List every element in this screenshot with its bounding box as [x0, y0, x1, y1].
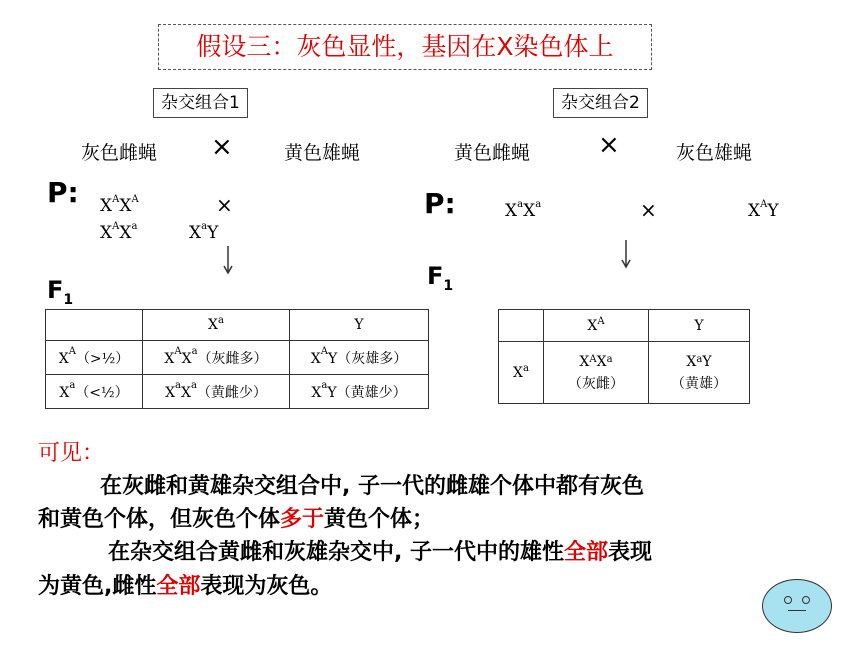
table-row [46, 375, 429, 409]
conclusion-line-3 [108, 538, 652, 568]
cross2-p-label: P: [424, 187, 456, 220]
table-header-cell: Y [290, 310, 429, 341]
cross2-female: 黄色雌蝇 [454, 142, 531, 164]
table-row-head: $X^A(>\frac{1}{2})$ [46, 341, 143, 375]
right-eye [802, 596, 810, 604]
cross1-female: 灰色雌蝇 [81, 142, 158, 164]
cross2-male: 灰色雄蝇 [676, 142, 753, 164]
smiley-face-icon[interactable] [762, 579, 832, 633]
left-eye [784, 596, 792, 604]
table-header-row [46, 310, 429, 341]
cross1-parent-genotype-3: $X^aY$ [189, 221, 219, 243]
conclusion-heading: 可见： [38, 441, 105, 466]
down-arrow-icon [619, 240, 633, 270]
table-cell: $X^AX^a$（灰雌多） [143, 341, 290, 375]
table-cell: $X^aY$ （黄雄） [649, 342, 750, 404]
conclusion-text: 表现 [608, 540, 653, 565]
mouth [788, 610, 806, 611]
emphasis-text: 多于 [280, 507, 325, 532]
down-arrow-icon [221, 246, 235, 276]
conclusion-line-1: 在灰雌和黄雄杂交组合中, 子一代的雌雄个体中都有灰色 [100, 474, 645, 499]
table-header-cell: $X^a$ [143, 310, 290, 341]
conclusion-line-4 [38, 572, 332, 602]
cross2-parent-genotype-2: $X^AY$ [748, 199, 779, 221]
cross2-p-times: × [640, 198, 657, 222]
cross1-label: 杂交组合1 [153, 88, 248, 118]
table-cell: $X^aY$（黄雄少） [290, 375, 429, 409]
conclusion-line-2 [38, 505, 434, 535]
table-row-head: $X^a$ [499, 342, 544, 404]
cross1-male: 黄色雄蝇 [284, 142, 361, 164]
page-title: 假设三：灰色显性，基因在X染色体上 [196, 32, 614, 61]
table-corner-cell [499, 310, 544, 342]
emphasis-text: 全部 [564, 540, 609, 565]
emphasis-text: 全部 [156, 574, 201, 599]
cross1-p-times: × [216, 193, 233, 217]
cross1-parent-genotype-2: $X^AX^a$ [100, 221, 138, 243]
title-box [158, 24, 652, 70]
table-header-row [499, 310, 750, 342]
table-cell: $X^aX^a$（黄雌少） [143, 375, 290, 409]
cross1-parent-genotype-1: $X^AX^A$ [100, 194, 139, 216]
table-cell-note: （黄雄） [671, 375, 727, 392]
table-cell: $X^AY$（灰雄多） [290, 341, 429, 375]
cross2-parent-genotype-1: $X^aX^a$ [505, 199, 542, 221]
table-cell: $X^AX^a$ （灰雌） [544, 342, 649, 404]
cross1-punnett-table [45, 309, 429, 409]
cross1-f1-label: $F_1$ [47, 276, 74, 308]
cross2-label: 杂交组合2 [553, 88, 648, 118]
table-cell-note: （灰雌） [568, 375, 624, 392]
cross1-p-label: P: [47, 176, 79, 209]
conclusion-text: 为黄色,雌性 [38, 574, 157, 599]
cross1-times: × [211, 132, 233, 162]
conclusion-text: 和黄色个体，但灰色个体 [38, 507, 281, 532]
table-row [499, 342, 750, 404]
cross2-times: × [598, 130, 620, 160]
table-corner-cell [46, 310, 143, 341]
cross2-punnett-table [498, 309, 750, 404]
conclusion-text: 在杂交组合黄雌和灰雄杂交中, 子一代中的雄性 [108, 540, 565, 565]
table-row-head: $X^a(<\frac{1}{2})$ [46, 375, 143, 409]
table-header-cell: Y [649, 310, 750, 342]
conclusion-text: 表现为灰色。 [200, 574, 333, 599]
table-row [46, 341, 429, 375]
table-header-cell: $X^A$ [544, 310, 649, 342]
conclusion-text: 黄色个体； [324, 507, 435, 532]
cross2-f1-label: $F_1$ [427, 262, 454, 294]
